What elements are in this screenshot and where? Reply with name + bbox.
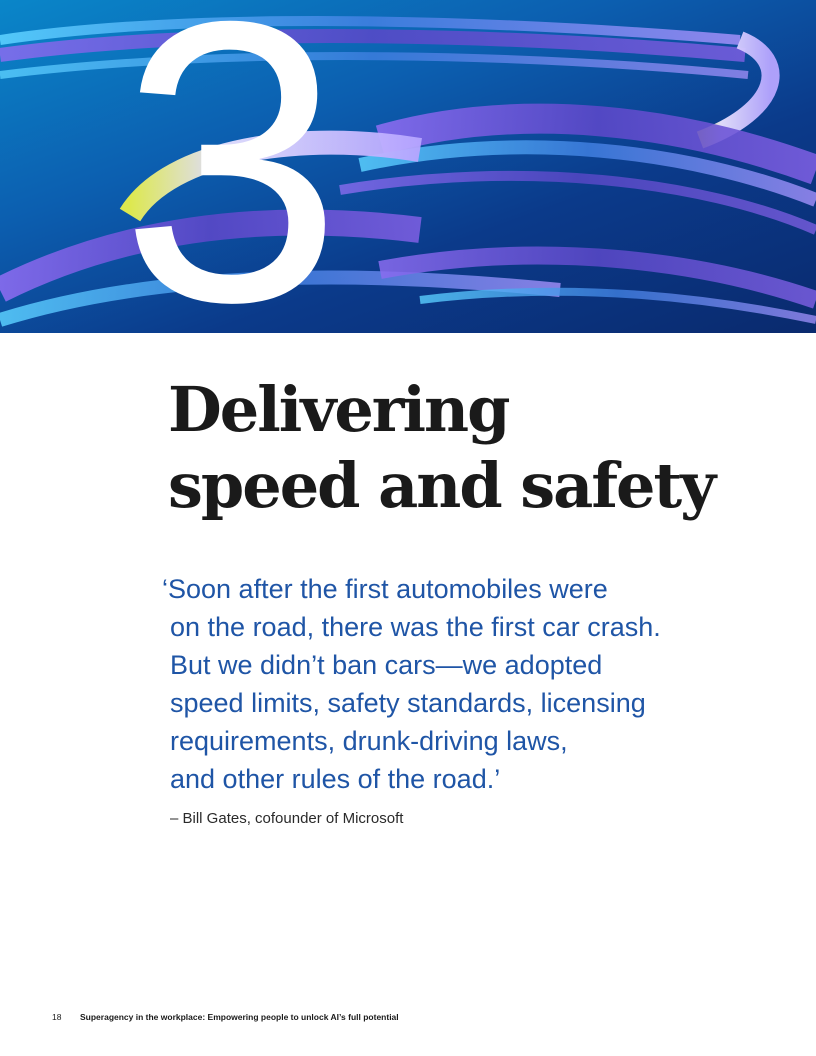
- chapter-number: 3: [120, 0, 333, 333]
- page-footer: [52, 1012, 399, 1022]
- page-title: [168, 372, 768, 524]
- pull-quote: [162, 570, 762, 798]
- quote-line: ‘Soon after the first automobiles were: [162, 574, 608, 604]
- quote-line: requirements, drunk-driving laws,: [170, 726, 568, 756]
- quote-line: speed limits, safety standards, licensing: [170, 688, 646, 718]
- page-number: 18: [52, 1012, 62, 1022]
- quote-line: on the road, there was the first car crash.: [170, 612, 661, 642]
- running-title: Superagency in the workplace: Empowering people to unlock AI’s full potential: [80, 1012, 399, 1022]
- title-line-1: Delivering: [168, 373, 509, 446]
- quote-line: and other rules of the road.’: [170, 764, 501, 794]
- quote-line: But we didn’t ban cars—we adopted: [170, 650, 603, 680]
- hero-image: [0, 0, 816, 333]
- title-line-2: speed and safety: [168, 449, 715, 522]
- quote-attribution: – Bill Gates, cofounder of Microsoft: [170, 810, 404, 827]
